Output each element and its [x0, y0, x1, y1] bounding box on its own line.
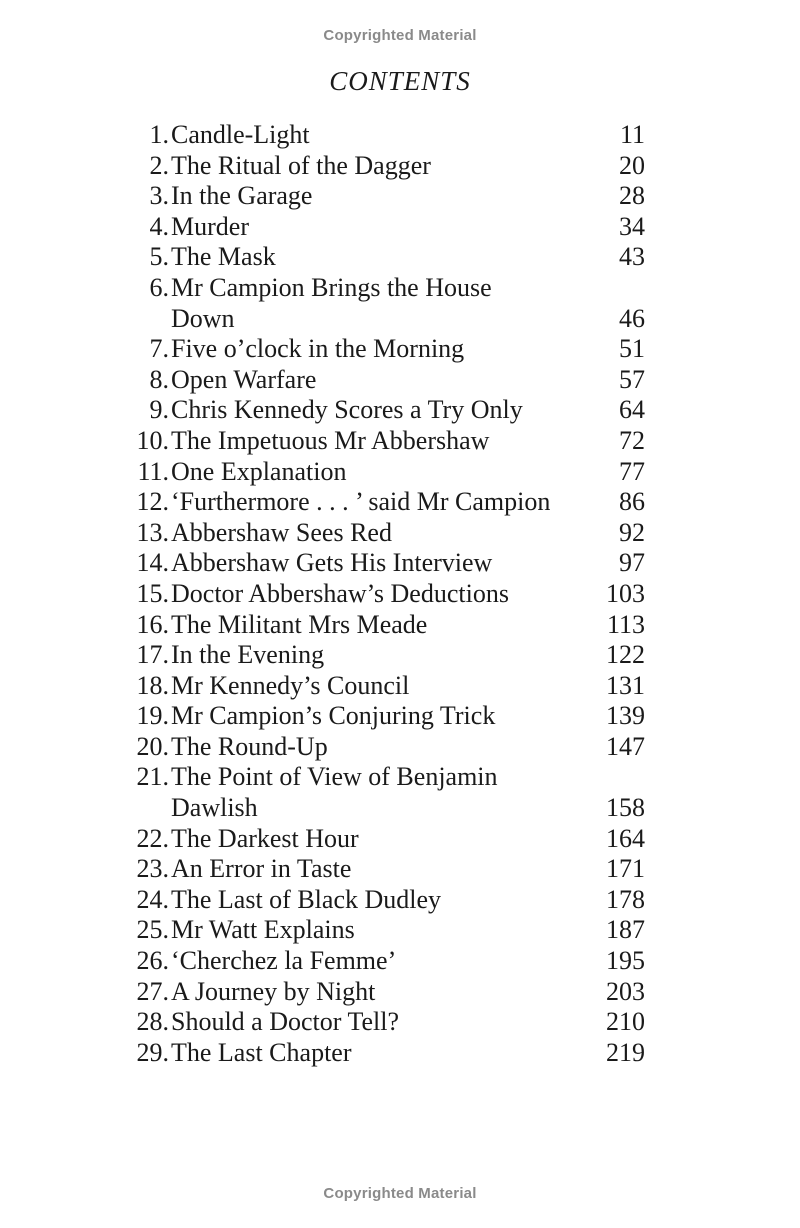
chapter-number: 14. [136, 548, 169, 578]
toc-entry [125, 977, 645, 1008]
chapter-number: 16. [136, 609, 169, 639]
toc-entry [125, 395, 645, 426]
chapter-title-line: ‘Cherchez la Femme’ [171, 946, 397, 976]
page-number: 195 [606, 946, 645, 976]
chapter-number: 2. [149, 150, 169, 180]
chapter-number: 28. [136, 1007, 169, 1037]
page-number: 210 [606, 1007, 645, 1037]
chapter-title-line: Abbershaw Gets His Interview [171, 548, 493, 578]
chapter-title [171, 518, 601, 549]
chapter-title-line: Candle-Light [171, 120, 310, 149]
chapter-title [171, 242, 601, 273]
toc-entry [125, 426, 645, 457]
chapter-title [171, 365, 601, 396]
chapter-number: 10. [136, 425, 169, 455]
page-number: 46 [619, 303, 645, 333]
page-number: 131 [606, 670, 645, 700]
page-number: 92 [619, 517, 645, 547]
chapter-title-line: Abbershaw Sees Red [171, 517, 392, 547]
chapter-title [171, 915, 601, 946]
chapter-title [171, 640, 601, 671]
chapter-title-line: Doctor Abbershaw’s Deductions [171, 578, 509, 608]
chapter-title-line: The Last of Black Dudley [171, 884, 442, 914]
toc-entry [125, 273, 645, 334]
toc-entry [125, 701, 645, 732]
chapter-title-line: Mr Watt Explains [171, 915, 355, 945]
chapter-number: 23. [136, 854, 169, 884]
chapter-number: 27. [136, 976, 169, 1006]
page-number: 203 [606, 976, 645, 1006]
chapter-title [171, 762, 601, 823]
chapter-title [171, 854, 601, 885]
contents-heading: CONTENTS [329, 66, 471, 96]
chapter-title-line: Five o’clock in the Morning [171, 334, 465, 364]
chapter-title [171, 610, 601, 641]
chapter-title [171, 120, 601, 151]
toc-entry [125, 610, 645, 641]
chapter-title [171, 273, 601, 334]
chapter-title-line: The Impetuous Mr Abbershaw [171, 425, 490, 455]
page-number: 164 [606, 823, 645, 853]
chapter-title-line: In the Evening [171, 640, 325, 670]
toc-entry [125, 334, 645, 365]
chapter-title [171, 1007, 601, 1038]
page-number: 147 [606, 731, 645, 761]
chapter-title-line: Mr Kennedy’s Council [171, 670, 410, 700]
chapter-title-line: Should a Doctor Tell? [171, 1007, 400, 1037]
chapter-number: 20. [136, 731, 169, 761]
chapter-title-line: In the Garage [171, 181, 313, 211]
toc-entry [125, 487, 645, 518]
page-number: 187 [606, 915, 645, 945]
toc-entry [125, 120, 645, 151]
chapter-title-line: The Round-Up [171, 731, 328, 761]
chapter-title [171, 579, 601, 610]
chapter-number: 26. [136, 946, 169, 976]
page-number: 64 [619, 395, 645, 425]
toc-entry [125, 732, 645, 763]
chapter-number: 19. [136, 701, 169, 731]
chapter-number: 15. [136, 578, 169, 608]
page-number: 34 [619, 211, 645, 241]
toc-entry [125, 212, 645, 243]
toc-entry [125, 151, 645, 182]
page-number: 28 [619, 181, 645, 211]
toc-entry [125, 457, 645, 488]
page-number: 103 [606, 578, 645, 608]
page-number: 51 [619, 334, 645, 364]
chapter-title [171, 395, 601, 426]
chapter-title [171, 1038, 601, 1069]
chapter-number: 4. [149, 211, 169, 241]
chapter-number: 8. [149, 364, 169, 394]
chapter-title-line: A Journey by Night [171, 976, 376, 1006]
toc-entry [125, 762, 645, 823]
chapter-number: 17. [136, 640, 169, 670]
chapter-title-continuation: Down [171, 303, 235, 333]
chapter-title-continuation: Dawlish [171, 793, 258, 823]
toc-entry [125, 365, 645, 396]
toc-entry [125, 548, 645, 579]
toc-entry [125, 824, 645, 855]
chapter-title-line: The Point of View of Benjamin [171, 762, 498, 792]
toc-entry [125, 1038, 645, 1069]
chapter-title [171, 732, 601, 763]
page-number: 113 [606, 609, 645, 639]
watermark-top: Copyrighted Material [323, 27, 477, 44]
chapter-title [171, 457, 601, 488]
chapter-title [171, 548, 601, 579]
chapter-title [171, 671, 601, 702]
chapter-title [171, 151, 601, 182]
chapter-title-line: An Error in Taste [171, 854, 352, 884]
page-number: 122 [606, 640, 645, 670]
chapter-title-line: One Explanation [171, 456, 347, 486]
chapter-title-line: Murder [171, 211, 249, 241]
chapter-title [171, 426, 601, 457]
chapter-number: 21. [136, 762, 169, 792]
chapter-title [171, 487, 601, 518]
chapter-number: 6. [149, 272, 169, 302]
chapter-title [171, 212, 601, 243]
page-number: 77 [619, 456, 645, 486]
toc-entry [125, 671, 645, 702]
chapter-title [171, 885, 601, 916]
toc-entry [125, 1007, 645, 1038]
chapter-title-line: ‘Furthermore . . . ’ said Mr Campion [171, 487, 551, 517]
chapter-title-line: The Ritual of the Dagger [171, 150, 431, 180]
toc-entry [125, 181, 645, 212]
page-number: 11 [619, 120, 645, 149]
chapter-title [171, 946, 601, 977]
chapter-title-line: Chris Kennedy Scores a Try Only [171, 395, 523, 425]
page-number: 43 [619, 242, 645, 272]
toc-entry [125, 915, 645, 946]
table-of-contents [125, 120, 645, 1068]
page-number: 178 [606, 884, 645, 914]
chapter-title-line: Open Warfare [171, 364, 317, 394]
page-number: 97 [619, 548, 645, 578]
page-number: 219 [606, 1037, 645, 1067]
chapter-title [171, 181, 601, 212]
page-number: 72 [619, 425, 645, 455]
chapter-number: 13. [136, 517, 169, 547]
chapter-number: 18. [136, 670, 169, 700]
chapter-number: 11. [137, 456, 169, 486]
toc-entry [125, 946, 645, 977]
chapter-title [171, 701, 601, 732]
page-number: 20 [619, 150, 645, 180]
chapter-number: 3. [149, 181, 169, 211]
chapter-number: 7. [149, 334, 169, 364]
chapter-title [171, 334, 601, 365]
chapter-number: 29. [136, 1037, 169, 1067]
page-number: 171 [606, 854, 645, 884]
page-number: 57 [619, 364, 645, 394]
chapter-number: 24. [136, 884, 169, 914]
chapter-title-line: The Darkest Hour [171, 823, 359, 853]
chapter-number: 22. [136, 823, 169, 853]
page-number: 158 [606, 793, 645, 823]
toc-entry [125, 518, 645, 549]
toc-entry [125, 640, 645, 671]
toc-entry [125, 854, 645, 885]
toc-entry [125, 579, 645, 610]
chapter-number: 5. [149, 242, 169, 272]
chapter-title [171, 824, 601, 855]
chapter-number: 12. [136, 487, 169, 517]
watermark-bottom: Copyrighted Material [323, 1185, 477, 1202]
chapter-number: 25. [136, 915, 169, 945]
page-number: 86 [619, 487, 645, 517]
chapter-title [171, 977, 601, 1008]
chapter-number: 1. [149, 120, 169, 149]
toc-entry [125, 242, 645, 273]
page-number: 139 [606, 701, 645, 731]
toc-entry [125, 885, 645, 916]
chapter-title-line: Mr Campion’s Conjuring Trick [171, 701, 496, 731]
chapter-number: 9. [149, 395, 169, 425]
chapter-title-line: The Last Chapter [171, 1037, 352, 1067]
chapter-title-line: Mr Campion Brings the House [171, 272, 492, 302]
chapter-title-line: The Militant Mrs Meade [171, 609, 428, 639]
chapter-title-line: The Mask [171, 242, 276, 272]
